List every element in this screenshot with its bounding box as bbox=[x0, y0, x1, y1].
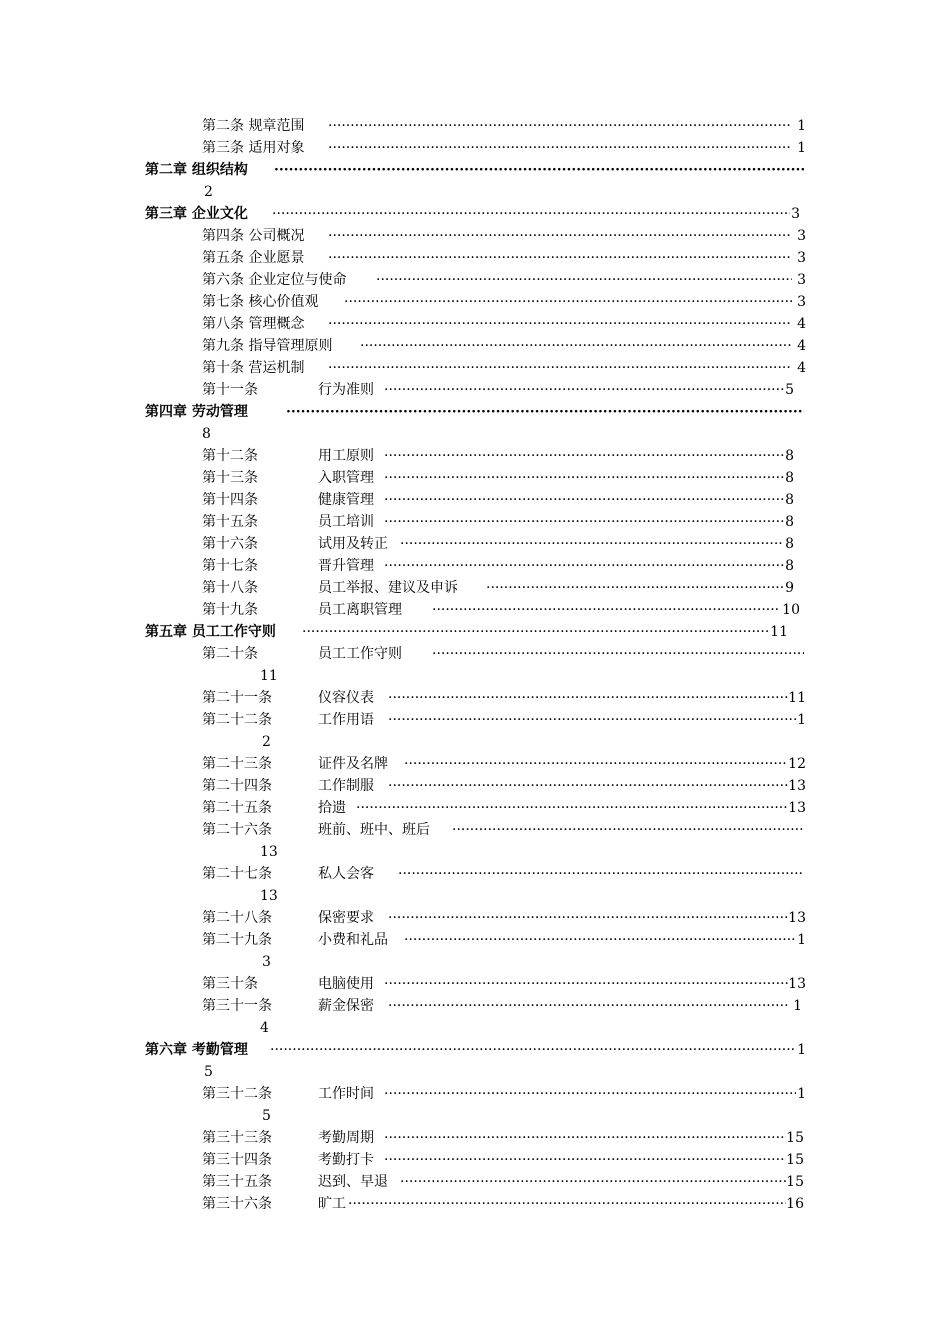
toc-leader-dots bbox=[388, 995, 788, 1017]
toc-page-number: 11 bbox=[260, 668, 278, 684]
toc-page-number-part: 1 bbox=[797, 712, 806, 728]
toc-leader-dots bbox=[286, 401, 804, 423]
toc-entry-number: 第十二条 bbox=[202, 448, 258, 464]
toc-page-number: 11 bbox=[770, 624, 788, 640]
toc-entry-title: 证件及名牌 bbox=[318, 756, 388, 772]
toc-chapter-entry[interactable] bbox=[0, 621, 950, 643]
toc-leader-dots bbox=[356, 797, 788, 819]
toc-page-number: 8 bbox=[202, 426, 211, 442]
toc-entry-label: 第二条 规章范围 bbox=[202, 118, 305, 134]
toc-entry[interactable] bbox=[0, 643, 950, 665]
toc-entry-continuation bbox=[0, 885, 950, 907]
toc-leader-dots bbox=[404, 929, 796, 951]
toc-entry-title: 旷工 bbox=[318, 1196, 346, 1212]
toc-entry-title: 员工举报、建议及申诉 bbox=[318, 580, 458, 596]
toc-page-number-part: 5 bbox=[204, 1064, 213, 1080]
toc-entry-title: 小费和礼品 bbox=[318, 932, 388, 948]
toc-page-number-part: 4 bbox=[260, 1020, 269, 1036]
table-of-contents bbox=[0, 115, 950, 1215]
toc-chapter-label: 第五章 员工工作守则 bbox=[145, 624, 276, 640]
toc-page-number: 4 bbox=[797, 338, 806, 354]
toc-entry[interactable] bbox=[0, 555, 950, 577]
toc-entry-title: 用工原则 bbox=[318, 448, 374, 464]
toc-page-number: 13 bbox=[260, 844, 278, 860]
toc-page-number-part: 1 bbox=[797, 1086, 806, 1102]
toc-leader-dots bbox=[328, 115, 792, 137]
toc-entry-title: 薪金保密 bbox=[318, 998, 374, 1014]
toc-entry-number: 第三十五条 bbox=[202, 1174, 272, 1190]
toc-entry-number: 第二十六条 bbox=[202, 822, 272, 838]
toc-entry-number: 第十三条 bbox=[202, 470, 258, 486]
toc-leader-dots bbox=[302, 621, 768, 643]
toc-entry-number: 第三十三条 bbox=[202, 1130, 272, 1146]
toc-entry[interactable] bbox=[0, 445, 950, 467]
toc-entry-number: 第二十三条 bbox=[202, 756, 272, 772]
toc-entry[interactable] bbox=[0, 907, 950, 929]
toc-leader-dots bbox=[388, 775, 788, 797]
toc-page-number: 13 bbox=[788, 910, 806, 926]
toc-chapter-label: 第三章 企业文化 bbox=[145, 206, 248, 222]
toc-leader-dots bbox=[400, 533, 784, 555]
toc-entry[interactable] bbox=[0, 1083, 950, 1105]
toc-leader-dots bbox=[344, 291, 792, 313]
toc-leader-dots bbox=[272, 203, 790, 225]
toc-entry[interactable] bbox=[0, 1193, 950, 1215]
toc-leader-dots bbox=[388, 709, 796, 731]
toc-leader-dots bbox=[486, 577, 784, 599]
toc-entry[interactable] bbox=[0, 335, 950, 357]
toc-entry[interactable] bbox=[0, 687, 950, 709]
toc-entry-number: 第三十六条 bbox=[202, 1196, 272, 1212]
toc-entry-number: 第十八条 bbox=[202, 580, 258, 596]
toc-entry-number: 第二十一条 bbox=[202, 690, 272, 706]
toc-entry[interactable] bbox=[0, 863, 950, 885]
toc-entry[interactable] bbox=[0, 225, 950, 247]
toc-leader-dots bbox=[384, 1149, 786, 1171]
toc-entry[interactable] bbox=[0, 137, 950, 159]
toc-leader-dots bbox=[328, 247, 792, 269]
toc-entry-continuation bbox=[0, 423, 950, 445]
toc-entry-number: 第二十四条 bbox=[202, 778, 272, 794]
toc-entry-title: 员工离职管理 bbox=[318, 602, 402, 618]
toc-page-number: 8 bbox=[785, 558, 794, 574]
toc-entry-label: 第五条 企业愿景 bbox=[202, 250, 305, 266]
toc-entry[interactable] bbox=[0, 753, 950, 775]
toc-page-number: 3 bbox=[797, 228, 806, 244]
toc-entry-number: 第十七条 bbox=[202, 558, 258, 574]
toc-entry-title: 考勤周期 bbox=[318, 1130, 374, 1146]
toc-chapter-label: 第二章 组织结构 bbox=[145, 162, 248, 178]
toc-page-number: 12 bbox=[788, 756, 806, 772]
toc-entry-label: 第八条 管理概念 bbox=[202, 316, 305, 332]
toc-entry[interactable] bbox=[0, 577, 950, 599]
toc-leader-dots bbox=[384, 379, 784, 401]
toc-entry-number: 第二十二条 bbox=[202, 712, 272, 728]
toc-leader-dots bbox=[328, 357, 792, 379]
toc-entry-title: 入职管理 bbox=[318, 470, 374, 486]
toc-entry-number: 第二十八条 bbox=[202, 910, 272, 926]
toc-page-number-part: 2 bbox=[262, 734, 271, 750]
toc-entry[interactable] bbox=[0, 291, 950, 313]
toc-entry[interactable] bbox=[0, 775, 950, 797]
toc-entry-number: 第十九条 bbox=[202, 602, 258, 618]
toc-entry-title: 班前、班中、班后 bbox=[318, 822, 430, 838]
toc-entry-title: 工作制服 bbox=[318, 778, 374, 794]
toc-leader-dots bbox=[348, 1193, 786, 1215]
toc-page-number: 13 bbox=[260, 888, 278, 904]
toc-leader-dots bbox=[398, 863, 804, 885]
toc-page-number: 3 bbox=[791, 206, 800, 222]
toc-entry[interactable] bbox=[0, 1127, 950, 1149]
toc-page-number: 16 bbox=[786, 1196, 804, 1212]
toc-page-number: 15 bbox=[786, 1130, 804, 1146]
toc-page-number: 9 bbox=[785, 580, 794, 596]
toc-leader-dots bbox=[270, 1039, 796, 1061]
toc-entry-title: 试用及转正 bbox=[318, 536, 388, 552]
toc-entry-number: 第三十一条 bbox=[202, 998, 272, 1014]
toc-entry[interactable] bbox=[0, 511, 950, 533]
toc-leader-dots bbox=[388, 907, 788, 929]
toc-entry-title: 电脑使用 bbox=[318, 976, 374, 992]
toc-page-number: 1 bbox=[797, 140, 806, 156]
toc-leader-dots bbox=[384, 467, 784, 489]
toc-page-number-part: 1 bbox=[797, 932, 806, 948]
toc-entry-continuation bbox=[0, 181, 950, 203]
toc-entry-continuation bbox=[0, 665, 950, 687]
toc-page-number: 10 bbox=[782, 602, 800, 618]
toc-entry[interactable] bbox=[0, 467, 950, 489]
toc-entry-label: 第九条 指导管理原则 bbox=[202, 338, 333, 354]
toc-leader-dots bbox=[404, 753, 788, 775]
toc-leader-dots bbox=[328, 225, 792, 247]
toc-page-number: 3 bbox=[797, 294, 806, 310]
toc-page-number: 13 bbox=[788, 778, 806, 794]
toc-entry-label: 第四条 公司概况 bbox=[202, 228, 305, 244]
toc-leader-dots bbox=[384, 555, 784, 577]
toc-entry-number: 第二十七条 bbox=[202, 866, 272, 882]
toc-chapter-label: 第六章 考勤管理 bbox=[145, 1042, 248, 1058]
toc-entry-number: 第十四条 bbox=[202, 492, 258, 508]
toc-page-number: 3 bbox=[797, 250, 806, 266]
toc-leader-dots bbox=[452, 819, 804, 841]
toc-entry[interactable] bbox=[0, 247, 950, 269]
toc-page-number-part: 3 bbox=[262, 954, 271, 970]
toc-entry[interactable] bbox=[0, 995, 950, 1017]
toc-leader-dots bbox=[388, 687, 788, 709]
toc-page-number: 3 bbox=[797, 272, 806, 288]
toc-leader-dots bbox=[384, 1083, 796, 1105]
toc-entry[interactable] bbox=[0, 489, 950, 511]
toc-page-number: 15 bbox=[786, 1174, 804, 1190]
toc-page-number: 1 bbox=[797, 118, 806, 134]
toc-page-number: 8 bbox=[785, 536, 794, 552]
toc-page-number-part: 1 bbox=[797, 1042, 806, 1058]
toc-leader-dots bbox=[384, 489, 784, 511]
toc-entry[interactable] bbox=[0, 313, 950, 335]
toc-entry[interactable] bbox=[0, 357, 950, 379]
toc-entry-title: 员工培训 bbox=[318, 514, 374, 530]
toc-chapter-entry[interactable] bbox=[0, 203, 950, 225]
toc-entry-number: 第十六条 bbox=[202, 536, 258, 552]
toc-entry-title: 工作时间 bbox=[318, 1086, 374, 1102]
toc-page-number: 8 bbox=[785, 448, 794, 464]
toc-chapter-entry[interactable] bbox=[0, 401, 950, 423]
toc-page-number: 15 bbox=[786, 1152, 804, 1168]
toc-leader-dots bbox=[274, 159, 804, 181]
toc-entry-title: 行为准则 bbox=[318, 382, 374, 398]
toc-entry-continuation bbox=[0, 1105, 950, 1127]
toc-entry-title: 工作用语 bbox=[318, 712, 374, 728]
toc-entry[interactable] bbox=[0, 973, 950, 995]
toc-leader-dots bbox=[384, 973, 788, 995]
toc-entry[interactable] bbox=[0, 115, 950, 137]
toc-entry-number: 第三十二条 bbox=[202, 1086, 272, 1102]
toc-page-number: 13 bbox=[788, 800, 806, 816]
toc-leader-dots bbox=[384, 511, 784, 533]
toc-chapter-entry[interactable] bbox=[0, 159, 950, 181]
toc-page-number: 4 bbox=[797, 316, 806, 332]
toc-entry-number: 第二十九条 bbox=[202, 932, 272, 948]
toc-entry-number: 第二十条 bbox=[202, 646, 258, 662]
toc-leader-dots bbox=[400, 1171, 786, 1193]
toc-leader-dots bbox=[328, 137, 792, 159]
toc-entry[interactable] bbox=[0, 533, 950, 555]
toc-leader-dots bbox=[384, 445, 784, 467]
toc-entry[interactable] bbox=[0, 379, 950, 401]
toc-entry-title: 晋升管理 bbox=[318, 558, 374, 574]
toc-entry-label: 第六条 企业定位与使命 bbox=[202, 272, 347, 288]
toc-leader-dots bbox=[328, 313, 792, 335]
toc-leader-dots bbox=[384, 1127, 786, 1149]
toc-entry-label: 第三条 适用对象 bbox=[202, 140, 305, 156]
toc-chapter-label: 第四章 劳动管理 bbox=[145, 404, 248, 420]
toc-entry-title: 考勤打卡 bbox=[318, 1152, 374, 1168]
toc-entry-number: 第三十四条 bbox=[202, 1152, 272, 1168]
toc-page-number: 5 bbox=[785, 382, 794, 398]
toc-entry-continuation bbox=[0, 1017, 950, 1039]
toc-leader-dots bbox=[432, 643, 804, 665]
toc-leader-dots bbox=[360, 335, 792, 357]
toc-page-number: 4 bbox=[797, 360, 806, 376]
toc-entry[interactable] bbox=[0, 1171, 950, 1193]
toc-page-number-part: 1 bbox=[793, 998, 802, 1014]
toc-page-number: 13 bbox=[788, 976, 806, 992]
toc-page-number: 8 bbox=[785, 470, 794, 486]
toc-entry-continuation bbox=[0, 731, 950, 753]
toc-entry-number: 第十五条 bbox=[202, 514, 258, 530]
toc-entry[interactable] bbox=[0, 819, 950, 841]
toc-entry-title: 保密要求 bbox=[318, 910, 374, 926]
toc-entry[interactable] bbox=[0, 1149, 950, 1171]
toc-entry-continuation bbox=[0, 951, 950, 973]
toc-page-number-part: 5 bbox=[262, 1108, 271, 1124]
toc-entry-number: 第二十五条 bbox=[202, 800, 272, 816]
toc-entry-title: 员工工作守则 bbox=[318, 646, 402, 662]
toc-page-number: 8 bbox=[785, 492, 794, 508]
toc-entry-title: 仪容仪表 bbox=[318, 690, 374, 706]
toc-entry-title: 迟到、早退 bbox=[318, 1174, 388, 1190]
toc-page-number: 8 bbox=[785, 514, 794, 530]
toc-entry-title: 私人会客 bbox=[318, 866, 374, 882]
toc-entry-title: 拾遗 bbox=[318, 800, 346, 816]
toc-entry-number: 第三十条 bbox=[202, 976, 258, 992]
toc-entry-number: 第十一条 bbox=[202, 382, 258, 398]
toc-leader-dots bbox=[432, 599, 780, 621]
toc-entry-continuation bbox=[0, 1061, 950, 1083]
toc-entry[interactable] bbox=[0, 929, 950, 951]
toc-page-number: 11 bbox=[788, 690, 806, 706]
toc-entry[interactable] bbox=[0, 269, 950, 291]
toc-entry-title: 健康管理 bbox=[318, 492, 374, 508]
toc-page-number: 2 bbox=[204, 184, 213, 200]
toc-entry[interactable] bbox=[0, 797, 950, 819]
toc-chapter-entry[interactable] bbox=[0, 1039, 950, 1061]
toc-entry-label: 第十条 营运机制 bbox=[202, 360, 305, 376]
toc-entry[interactable] bbox=[0, 599, 950, 621]
toc-leader-dots bbox=[376, 269, 792, 291]
toc-entry-continuation bbox=[0, 841, 950, 863]
toc-entry-label: 第七条 核心价值观 bbox=[202, 294, 319, 310]
toc-entry[interactable] bbox=[0, 709, 950, 731]
